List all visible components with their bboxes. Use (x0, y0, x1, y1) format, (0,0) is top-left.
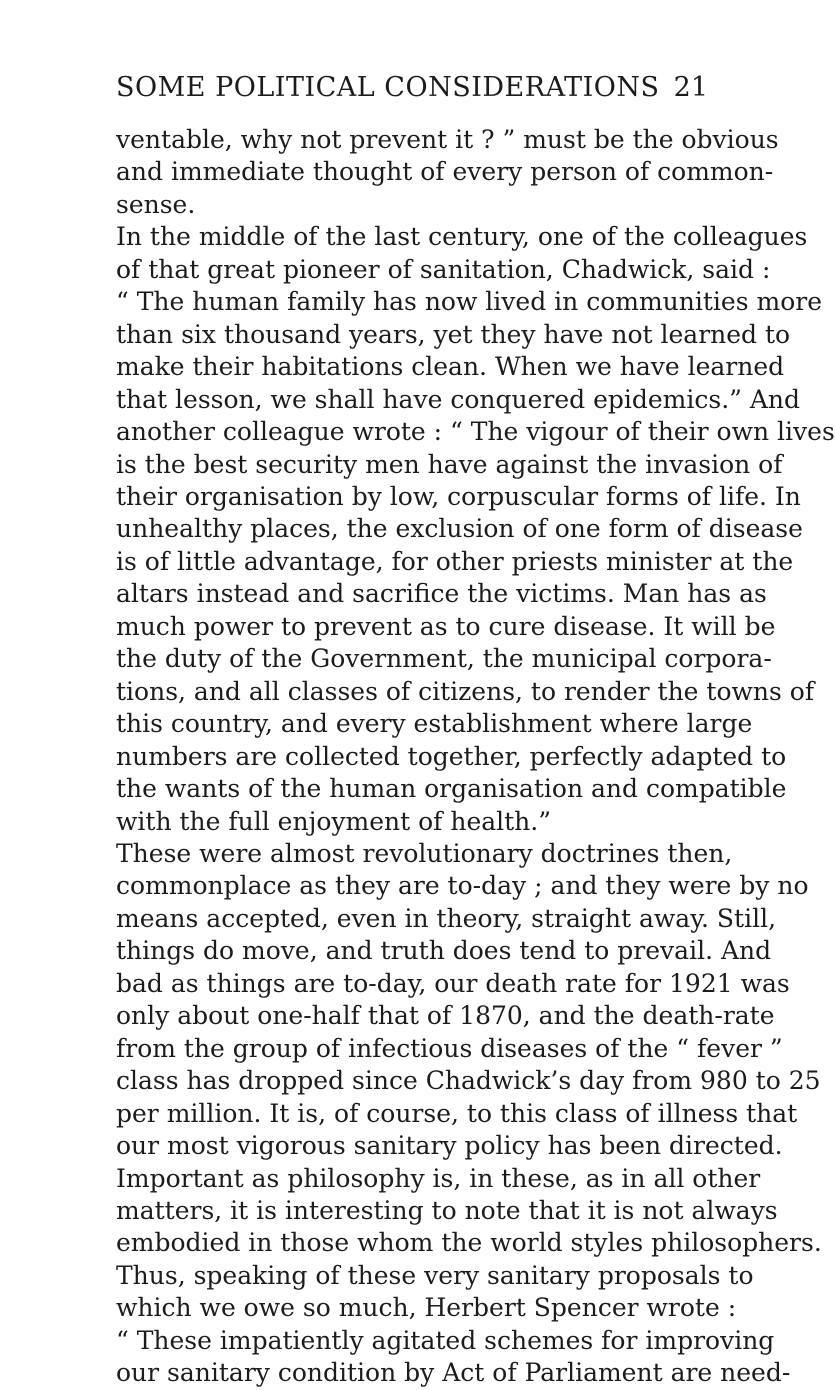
text-line: the wants of the human organisation and compatible (116, 774, 787, 804)
text-line: our sanitary condition by Act of Parliament are need- (116, 1358, 791, 1388)
text-line: is the best security men have against the invasion of (116, 449, 783, 479)
text-line: Thus, speaking of these very sanitary proposals to (116, 1260, 754, 1290)
running-title: SOME POLITICAL CONSIDERATIONS (116, 72, 660, 103)
text-line: Important as philosophy is, in these, as in all other (116, 1163, 761, 1193)
text-line: unhealthy places, the exclusion of one form of disease (116, 514, 803, 544)
text-line: of that great pioneer of sanitation, Chadwick, said : (116, 254, 771, 284)
text-line: that lesson, we shall have conquered epidemics.” And (116, 384, 801, 414)
text-line: this country, and every establishment where large (116, 709, 753, 739)
text-line: things do move, and truth does tend to prevail. And (116, 936, 772, 966)
text-line: matters, it is interesting to note that it is not always (116, 1195, 778, 1225)
text-line: per million. It is, of course, to this class of illness that (116, 1098, 798, 1128)
body-text (116, 124, 835, 1390)
text-line: the duty of the Government, the municipal corpora- (116, 644, 772, 674)
page-number: 21 (673, 72, 708, 103)
text-line: bad as things are to-day, our death rate for 1921 was (116, 968, 790, 998)
text-line: sense. (116, 189, 196, 219)
text-line: from the group of infectious diseases of the “ fever ” (116, 1033, 783, 1063)
text-line: with the full enjoyment of health.” (116, 806, 552, 836)
text-line: “ The human family has now lived in communities more (116, 287, 822, 317)
text-line: ventable, why not prevent it ? ” must be the obvious (116, 125, 779, 154)
text-line: and immediate thought of every person of common- (116, 157, 774, 187)
text-line: commonplace as they are to-day ; and they were by no (116, 871, 809, 901)
text-line: only about one-half that of 1870, and the death-rate (116, 1001, 775, 1031)
text-line: is of little advantage, for other priests minister at the (116, 546, 794, 576)
text-line: “ These impatiently agitated schemes for improving (116, 1325, 775, 1355)
text-line: tions, and all classes of citizens, to render the towns of (116, 676, 815, 706)
text-line: class has dropped since Chadwick’s day from 980 to 25 (116, 1066, 821, 1096)
text-line: than six thousand years, yet they have not learned to (116, 319, 791, 349)
text-line: numbers are collected together, perfectly adapted to (116, 741, 787, 771)
text-line: means accepted, even in theory, straight away. Still, (116, 903, 777, 933)
text-line: These were almost revolutionary doctrines then, (116, 838, 733, 868)
running-head (116, 68, 708, 108)
text-line: In the middle of the last century, one of the colleagues (116, 222, 808, 252)
text-line: their organisation by low, corpuscular forms of life. In (116, 481, 801, 511)
text-line: altars instead and sacrifice the victims. Man has as (116, 579, 767, 609)
text-line: another colleague wrote : “ The vigour of their own lives (116, 417, 835, 447)
text-line: our most vigorous sanitary policy has been directed. (116, 1131, 783, 1161)
text-line: much power to prevent as to cure disease. It will be (116, 611, 776, 641)
text-line: which we owe so much, Herbert Spencer wrote : (116, 1293, 737, 1323)
text-line: make their habitations clean. When we have learned (116, 352, 785, 382)
text-line: embodied in those whom the world styles philosophers. (116, 1228, 822, 1258)
